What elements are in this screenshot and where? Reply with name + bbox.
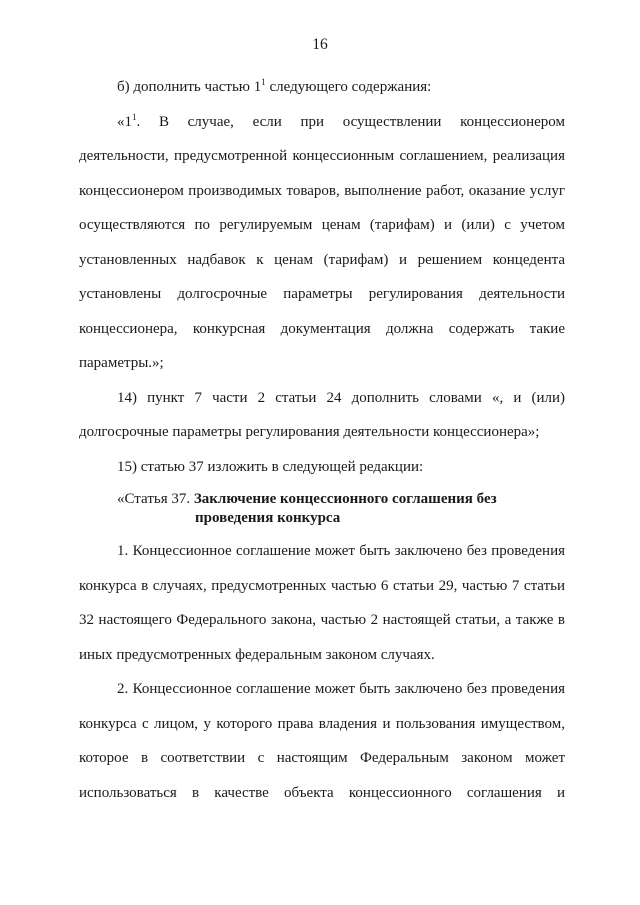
quote-1-line-7: концессионера, конкурсная документация должна содержать такие bbox=[79, 320, 565, 337]
article-37-part-1-line-3: 32 настоящего Федерального закона, частью 2 настоящей статьи, а также в bbox=[79, 612, 565, 628]
article-37-part-1-line-4: иных предусмотренных федеральным законом случаях. bbox=[79, 646, 435, 663]
quote-1-superscript: 1 bbox=[132, 111, 137, 122]
quote-1-line-3: концессионером производимых товаров, выполнение работ, оказание услуг bbox=[79, 182, 565, 199]
paragraph-14-line-2: долгосрочные параметры регулирования деятельности концессионера»; bbox=[79, 424, 540, 440]
quote-1-line-2: деятельности, предусмотренной концессионным соглашением, реализация bbox=[79, 148, 565, 164]
paragraph-b-text: б) дополнить частью 1 bbox=[117, 79, 262, 95]
article-37-part-2-line-1: 2. Концессионное соглашение может быть заключено без проведения bbox=[117, 681, 565, 697]
quote-1-line-8: параметры.»; bbox=[79, 355, 164, 371]
quote-1-lead: «1 bbox=[117, 113, 132, 130]
quote-1-line-1 bbox=[79, 105, 565, 140]
paragraph-b-tail: следующего содержания: bbox=[265, 79, 432, 95]
article-37-part-1-line-1: 1. Концессионное соглашение может быть заключено без проведения bbox=[117, 543, 565, 559]
document-body bbox=[79, 70, 565, 810]
article-37-part-2-line-3: которое в соответствии с настоящим Федеральным законом может bbox=[79, 750, 565, 766]
article-37-title-line-1: Заключение концессионного соглашения без bbox=[193, 491, 497, 507]
paragraph-b-superscript: 1 bbox=[261, 77, 266, 87]
article-37-part-2-line-2: конкурса с лицом, у которого права владения и пользования имуществом, bbox=[79, 715, 565, 732]
article-37-part-2-line-4: использоваться в качестве объекта концессионного соглашения и bbox=[79, 784, 565, 801]
paragraph-14-line-1: 14) пункт 7 части 2 статьи 24 дополнить словами «, и (или) bbox=[117, 389, 565, 406]
page-number: 16 bbox=[312, 36, 328, 53]
paragraph-b bbox=[79, 70, 565, 105]
quote-1-line-6: установлены долгосрочные параметры регулирования деятельности bbox=[79, 286, 565, 302]
quote-1-line-4: осуществляются по регулируемым ценам (тарифам) и (или) с учетом bbox=[79, 217, 565, 233]
paragraph-15: 15) статью 37 изложить в следующей редакции: bbox=[117, 458, 424, 475]
article-37-part-1-line-2: конкурса в случаях, предусмотренных частью 6 статьи 29, частью 7 статьи bbox=[79, 577, 565, 594]
quote-1-line-5: установленных надбавок к ценам (тарифам) и решением концедента bbox=[79, 251, 565, 268]
article-37-title-line-2: проведения конкурса bbox=[195, 510, 341, 526]
article-37-heading bbox=[79, 490, 565, 528]
article-37-prefix: «Статья 37. bbox=[117, 491, 194, 507]
quote-1-rest: . В случае, если при осуществлении концессионером bbox=[136, 113, 565, 130]
